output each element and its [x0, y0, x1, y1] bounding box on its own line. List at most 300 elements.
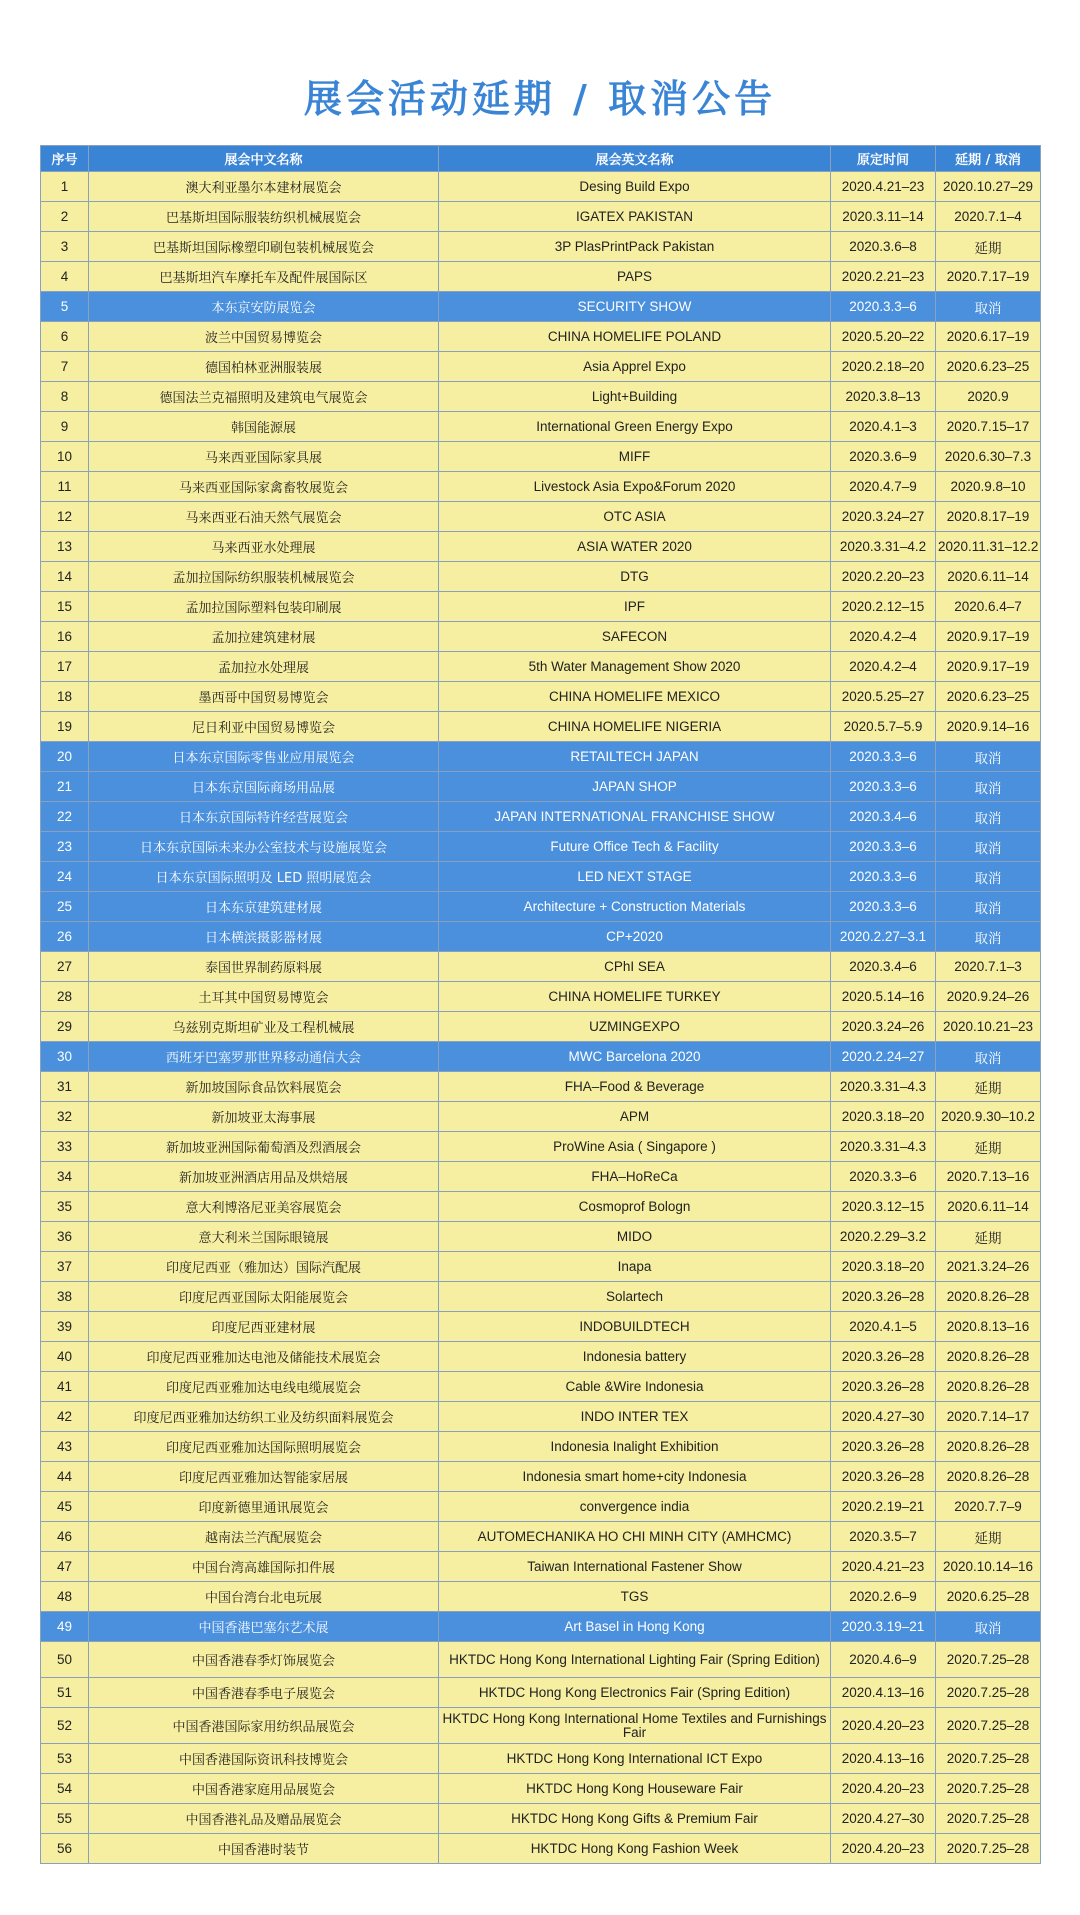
cell-index: 27 — [41, 952, 89, 982]
header-index: 序号 — [41, 146, 89, 172]
cell-status: 2020.8.13–16 — [936, 1312, 1041, 1342]
cell-cn-name: 意大利米兰国际眼镜展 — [89, 1222, 439, 1252]
cell-original-date: 2020.3.24–27 — [831, 502, 936, 532]
table-row — [41, 1132, 1041, 1162]
cell-en-name: ASIA WATER 2020 — [439, 532, 831, 562]
cell-status: 取消 — [936, 292, 1041, 322]
cell-en-name: Desing Build Expo — [439, 172, 831, 202]
cell-index: 23 — [41, 832, 89, 862]
cell-index: 53 — [41, 1744, 89, 1774]
cell-cn-name: 澳大利亚墨尔本建材展览会 — [89, 172, 439, 202]
cell-index: 38 — [41, 1282, 89, 1312]
cell-status: 延期 — [936, 1132, 1041, 1162]
cell-cn-name: 印度尼西亚雅加达电池及储能技术展览会 — [89, 1342, 439, 1372]
cell-status: 2020.7.7–9 — [936, 1492, 1041, 1522]
table-row — [41, 292, 1041, 322]
cell-en-name: HKTDC Hong Kong Gifts & Premium Fair — [439, 1804, 831, 1834]
cell-en-name: HKTDC Hong Kong International Home Textiles and Furnishings Fair — [439, 1708, 831, 1744]
cell-en-name: HKTDC Hong Kong Houseware Fair — [439, 1774, 831, 1804]
cell-status: 2020.6.30–7.3 — [936, 442, 1041, 472]
cell-cn-name: 孟加拉国际纺织服装机械展览会 — [89, 562, 439, 592]
cell-status: 取消 — [936, 742, 1041, 772]
cell-status: 2020.11.31–12.2 — [936, 532, 1041, 562]
cell-index: 42 — [41, 1402, 89, 1432]
table-header-row — [41, 146, 1041, 172]
table-row — [41, 982, 1041, 1012]
cell-index: 24 — [41, 862, 89, 892]
cell-cn-name: 新加坡国际食品饮料展览会 — [89, 1072, 439, 1102]
cell-original-date: 2020.4.1–3 — [831, 412, 936, 442]
cell-original-date: 2020.4.13–16 — [831, 1678, 936, 1708]
cell-status: 2020.7.25–28 — [936, 1708, 1041, 1744]
cell-index: 1 — [41, 172, 89, 202]
cell-index: 54 — [41, 1774, 89, 1804]
cell-status: 2020.10.21–23 — [936, 1012, 1041, 1042]
cell-index: 5 — [41, 292, 89, 322]
table-row — [41, 1252, 1041, 1282]
cell-cn-name: 马来西亚水处理展 — [89, 532, 439, 562]
table-row — [41, 922, 1041, 952]
cell-cn-name: 日本东京国际照明及 LED 照明展览会 — [89, 862, 439, 892]
table-row — [41, 1192, 1041, 1222]
cell-status: 2020.7.14–17 — [936, 1402, 1041, 1432]
cell-index: 40 — [41, 1342, 89, 1372]
table-row — [41, 1432, 1041, 1462]
cell-original-date: 2020.4.13–16 — [831, 1744, 936, 1774]
cell-cn-name: 日本东京国际未来办公室技术与设施展览会 — [89, 832, 439, 862]
cell-en-name: Taiwan International Fastener Show — [439, 1552, 831, 1582]
cell-original-date: 2020.2.12–15 — [831, 592, 936, 622]
table-row — [41, 952, 1041, 982]
cell-cn-name: 土耳其中国贸易博览会 — [89, 982, 439, 1012]
cell-status: 取消 — [936, 892, 1041, 922]
table-row — [41, 1462, 1041, 1492]
cell-cn-name: 印度尼西亚（雅加达）国际汽配展 — [89, 1252, 439, 1282]
cell-cn-name: 新加坡亚洲国际葡萄酒及烈酒展会 — [89, 1132, 439, 1162]
cell-status: 2020.9.30–10.2 — [936, 1102, 1041, 1132]
cell-cn-name: 孟加拉水处理展 — [89, 652, 439, 682]
cell-cn-name: 尼日利亚中国贸易博览会 — [89, 712, 439, 742]
cell-en-name: HKTDC Hong Kong Electronics Fair (Spring Edition) — [439, 1678, 831, 1708]
table-row — [41, 412, 1041, 442]
cell-original-date: 2020.5.20–22 — [831, 322, 936, 352]
cell-en-name: FHA–HoReCa — [439, 1162, 831, 1192]
cell-status: 2020.6.23–25 — [936, 682, 1041, 712]
table-row — [41, 892, 1041, 922]
table-row — [41, 562, 1041, 592]
cell-en-name: 5th Water Management Show 2020 — [439, 652, 831, 682]
cell-index: 11 — [41, 472, 89, 502]
cell-cn-name: 墨西哥中国贸易博览会 — [89, 682, 439, 712]
cell-index: 3 — [41, 232, 89, 262]
table-row — [41, 1342, 1041, 1372]
cell-en-name: AUTOMECHANIKA HO CHI MINH CITY (AMHCMC) — [439, 1522, 831, 1552]
cell-cn-name: 中国香港礼品及赠品展览会 — [89, 1804, 439, 1834]
cell-index: 28 — [41, 982, 89, 1012]
table-row — [41, 1552, 1041, 1582]
cell-en-name: IPF — [439, 592, 831, 622]
cell-index: 31 — [41, 1072, 89, 1102]
cell-original-date: 2020.3.6–9 — [831, 442, 936, 472]
table-row — [41, 1804, 1041, 1834]
table-row — [41, 172, 1041, 202]
cell-original-date: 2020.3.5–7 — [831, 1522, 936, 1552]
cell-status: 取消 — [936, 1042, 1041, 1072]
table-row — [41, 1402, 1041, 1432]
cell-cn-name: 印度尼西亚雅加达国际照明展览会 — [89, 1432, 439, 1462]
cell-status: 2020.6.11–14 — [936, 562, 1041, 592]
cell-en-name: CP+2020 — [439, 922, 831, 952]
cell-status: 2020.9.14–16 — [936, 712, 1041, 742]
cell-cn-name: 中国香港家庭用品展览会 — [89, 1774, 439, 1804]
table-row — [41, 352, 1041, 382]
cell-original-date: 2020.3.31–4.2 — [831, 532, 936, 562]
cell-en-name: Asia Apprel Expo — [439, 352, 831, 382]
cell-status: 2020.9 — [936, 382, 1041, 412]
cell-cn-name: 意大利博洛尼亚美容展览会 — [89, 1192, 439, 1222]
cell-en-name: JAPAN INTERNATIONAL FRANCHISE SHOW — [439, 802, 831, 832]
cell-en-name: International Green Energy Expo — [439, 412, 831, 442]
cell-cn-name: 印度尼西亚雅加达智能家居展 — [89, 1462, 439, 1492]
cell-status: 2020.7.17–19 — [936, 262, 1041, 292]
cell-original-date: 2020.4.7–9 — [831, 472, 936, 502]
cell-index: 46 — [41, 1522, 89, 1552]
cell-status: 取消 — [936, 772, 1041, 802]
table-row — [41, 1678, 1041, 1708]
cell-status: 2020.6.11–14 — [936, 1192, 1041, 1222]
cell-status: 2020.7.25–28 — [936, 1678, 1041, 1708]
cell-en-name: Cable &Wire Indonesia — [439, 1372, 831, 1402]
cell-status: 2020.6.4–7 — [936, 592, 1041, 622]
cell-en-name: LED NEXT STAGE — [439, 862, 831, 892]
cell-status: 2020.7.25–28 — [936, 1804, 1041, 1834]
cell-index: 7 — [41, 352, 89, 382]
table-row — [41, 442, 1041, 472]
table-row — [41, 202, 1041, 232]
cell-original-date: 2020.3.6–8 — [831, 232, 936, 262]
cell-cn-name: 中国香港国际家用纺织品展览会 — [89, 1708, 439, 1744]
header-original-date: 原定时间 — [831, 146, 936, 172]
cell-status: 2020.7.15–17 — [936, 412, 1041, 442]
cell-en-name: DTG — [439, 562, 831, 592]
cell-status: 延期 — [936, 232, 1041, 262]
cell-status: 2020.8.26–28 — [936, 1372, 1041, 1402]
cell-original-date: 2020.3.3–6 — [831, 772, 936, 802]
cell-status: 2020.7.1–3 — [936, 952, 1041, 982]
cell-en-name: RETAILTECH JAPAN — [439, 742, 831, 772]
cell-cn-name: 波兰中国贸易博览会 — [89, 322, 439, 352]
cell-en-name: SECURITY SHOW — [439, 292, 831, 322]
cell-index: 26 — [41, 922, 89, 952]
cell-original-date: 2020.3.8–13 — [831, 382, 936, 412]
cell-status: 取消 — [936, 1612, 1041, 1642]
cell-cn-name: 中国香港时装节 — [89, 1834, 439, 1864]
table-row — [41, 1708, 1041, 1744]
cell-index: 21 — [41, 772, 89, 802]
table-row — [41, 1102, 1041, 1132]
cell-status: 2020.7.13–16 — [936, 1162, 1041, 1192]
table-row — [41, 592, 1041, 622]
cell-status: 2020.9.17–19 — [936, 622, 1041, 652]
table-row — [41, 1642, 1041, 1678]
cell-cn-name: 中国香港巴塞尔艺术展 — [89, 1612, 439, 1642]
cell-original-date: 2020.3.31–4.3 — [831, 1132, 936, 1162]
exhibition-table — [40, 145, 1041, 1864]
cell-index: 48 — [41, 1582, 89, 1612]
cell-status: 延期 — [936, 1072, 1041, 1102]
cell-en-name: Indonesia battery — [439, 1342, 831, 1372]
cell-status: 2020.7.25–28 — [936, 1642, 1041, 1678]
table-row — [41, 1582, 1041, 1612]
table-row — [41, 1744, 1041, 1774]
table-row — [41, 1222, 1041, 1252]
cell-original-date: 2020.3.19–21 — [831, 1612, 936, 1642]
cell-en-name: 3P PlasPrintPack Pakistan — [439, 232, 831, 262]
cell-original-date: 2020.3.11–14 — [831, 202, 936, 232]
cell-en-name: CHINA HOMELIFE NIGERIA — [439, 712, 831, 742]
table-row — [41, 802, 1041, 832]
cell-cn-name: 印度尼西亚雅加达电线电缆展览会 — [89, 1372, 439, 1402]
cell-cn-name: 马来西亚国际家禽畜牧展览会 — [89, 472, 439, 502]
cell-cn-name: 中国香港国际资讯科技博览会 — [89, 1744, 439, 1774]
cell-en-name: Solartech — [439, 1282, 831, 1312]
cell-original-date: 2020.3.26–28 — [831, 1342, 936, 1372]
cell-cn-name: 巴基斯坦汽车摩托车及配件展国际区 — [89, 262, 439, 292]
cell-status: 2020.8.26–28 — [936, 1342, 1041, 1372]
cell-original-date: 2020.3.4–6 — [831, 952, 936, 982]
cell-original-date: 2020.3.3–6 — [831, 742, 936, 772]
cell-status: 2020.9.24–26 — [936, 982, 1041, 1012]
cell-cn-name: 印度尼西亚建材展 — [89, 1312, 439, 1342]
cell-status: 2020.7.1–4 — [936, 202, 1041, 232]
cell-en-name: CPhI SEA — [439, 952, 831, 982]
cell-cn-name: 新加坡亚洲酒店用品及烘焙展 — [89, 1162, 439, 1192]
cell-en-name: Future Office Tech & Facility — [439, 832, 831, 862]
cell-cn-name: 印度尼西亚雅加达纺织工业及纺织面料展览会 — [89, 1402, 439, 1432]
cell-en-name: Indonesia smart home+city Indonesia — [439, 1462, 831, 1492]
cell-cn-name: 新加坡亚太海事展 — [89, 1102, 439, 1132]
cell-original-date: 2020.4.21–23 — [831, 172, 936, 202]
table-row — [41, 1612, 1041, 1642]
cell-cn-name: 孟加拉国际塑料包装印刷展 — [89, 592, 439, 622]
table-row — [41, 622, 1041, 652]
cell-index: 10 — [41, 442, 89, 472]
cell-index: 14 — [41, 562, 89, 592]
table-row — [41, 1372, 1041, 1402]
cell-cn-name: 中国台湾高雄国际扣件展 — [89, 1552, 439, 1582]
cell-index: 17 — [41, 652, 89, 682]
cell-status: 取消 — [936, 862, 1041, 892]
cell-index: 29 — [41, 1012, 89, 1042]
cell-original-date: 2020.2.6–9 — [831, 1582, 936, 1612]
cell-index: 35 — [41, 1192, 89, 1222]
header-status: 延期 / 取消 — [936, 146, 1041, 172]
cell-index: 41 — [41, 1372, 89, 1402]
cell-index: 9 — [41, 412, 89, 442]
cell-cn-name: 中国香港春季电子展览会 — [89, 1678, 439, 1708]
cell-index: 52 — [41, 1708, 89, 1744]
cell-original-date: 2020.2.18–20 — [831, 352, 936, 382]
cell-status: 2020.8.26–28 — [936, 1432, 1041, 1462]
table-row — [41, 682, 1041, 712]
cell-status: 取消 — [936, 802, 1041, 832]
cell-index: 20 — [41, 742, 89, 772]
cell-cn-name: 西班牙巴塞罗那世界移动通信大会 — [89, 1042, 439, 1072]
cell-status: 2020.6.23–25 — [936, 352, 1041, 382]
cell-original-date: 2020.4.27–30 — [831, 1804, 936, 1834]
cell-index: 8 — [41, 382, 89, 412]
cell-en-name: convergence india — [439, 1492, 831, 1522]
cell-en-name: INDO INTER TEX — [439, 1402, 831, 1432]
table-row — [41, 232, 1041, 262]
table-row — [41, 1012, 1041, 1042]
cell-en-name: Livestock Asia Expo&Forum 2020 — [439, 472, 831, 502]
cell-original-date: 2020.3.18–20 — [831, 1252, 936, 1282]
cell-en-name: Cosmoprof Bologn — [439, 1192, 831, 1222]
table-row — [41, 772, 1041, 802]
cell-original-date: 2020.3.3–6 — [831, 1162, 936, 1192]
cell-index: 47 — [41, 1552, 89, 1582]
cell-cn-name: 印度尼西亚国际太阳能展览会 — [89, 1282, 439, 1312]
cell-status: 2020.7.25–28 — [936, 1774, 1041, 1804]
cell-index: 39 — [41, 1312, 89, 1342]
table-row — [41, 382, 1041, 412]
table-row — [41, 502, 1041, 532]
cell-original-date: 2020.3.26–28 — [831, 1432, 936, 1462]
cell-original-date: 2020.2.19–21 — [831, 1492, 936, 1522]
cell-original-date: 2020.5.14–16 — [831, 982, 936, 1012]
cell-cn-name: 中国香港春季灯饰展览会 — [89, 1642, 439, 1678]
cell-en-name: Art Basel in Hong Kong — [439, 1612, 831, 1642]
cell-original-date: 2020.2.24–27 — [831, 1042, 936, 1072]
cell-original-date: 2020.4.6–9 — [831, 1642, 936, 1678]
cell-original-date: 2020.4.27–30 — [831, 1402, 936, 1432]
table-row — [41, 1072, 1041, 1102]
cell-status: 2020.8.26–28 — [936, 1462, 1041, 1492]
cell-index: 32 — [41, 1102, 89, 1132]
cell-cn-name: 孟加拉建筑建材展 — [89, 622, 439, 652]
cell-original-date: 2020.5.25–27 — [831, 682, 936, 712]
cell-en-name: ProWine Asia ( Singapore ) — [439, 1132, 831, 1162]
table-row — [41, 532, 1041, 562]
cell-en-name: JAPAN SHOP — [439, 772, 831, 802]
cell-cn-name: 马来西亚国际家具展 — [89, 442, 439, 472]
cell-en-name: CHINA HOMELIFE POLAND — [439, 322, 831, 352]
cell-status: 2020.7.25–28 — [936, 1744, 1041, 1774]
cell-original-date: 2020.4.1–5 — [831, 1312, 936, 1342]
cell-en-name: IGATEX PAKISTAN — [439, 202, 831, 232]
cell-en-name: PAPS — [439, 262, 831, 292]
page-title: 展会活动延期 / 取消公告 — [303, 77, 777, 121]
cell-original-date: 2020.3.3–6 — [831, 892, 936, 922]
cell-cn-name: 德国法兰克福照明及建筑电气展览会 — [89, 382, 439, 412]
cell-en-name: CHINA HOMELIFE TURKEY — [439, 982, 831, 1012]
cell-status: 2020.6.25–28 — [936, 1582, 1041, 1612]
cell-en-name: HKTDC Hong Kong Fashion Week — [439, 1834, 831, 1864]
cell-en-name: SAFECON — [439, 622, 831, 652]
cell-status: 延期 — [936, 1222, 1041, 1252]
cell-status: 2020.10.27–29 — [936, 172, 1041, 202]
cell-en-name: Architecture + Construction Materials — [439, 892, 831, 922]
cell-cn-name: 印度新德里通讯展览会 — [89, 1492, 439, 1522]
cell-original-date: 2020.3.26–28 — [831, 1462, 936, 1492]
cell-en-name: UZMINGEXPO — [439, 1012, 831, 1042]
table-row — [41, 1522, 1041, 1552]
cell-en-name: HKTDC Hong Kong International Lighting Fair (Spring Edition) — [439, 1642, 831, 1678]
cell-en-name: APM — [439, 1102, 831, 1132]
cell-index: 37 — [41, 1252, 89, 1282]
cell-original-date: 2020.4.2–4 — [831, 652, 936, 682]
cell-en-name: Light+Building — [439, 382, 831, 412]
cell-en-name: Inapa — [439, 1252, 831, 1282]
cell-cn-name: 韩国能源展 — [89, 412, 439, 442]
table-row — [41, 1042, 1041, 1072]
cell-status: 2020.7.25–28 — [936, 1834, 1041, 1864]
cell-index: 19 — [41, 712, 89, 742]
table-row — [41, 1834, 1041, 1864]
cell-index: 4 — [41, 262, 89, 292]
cell-original-date: 2020.3.18–20 — [831, 1102, 936, 1132]
table-row — [41, 322, 1041, 352]
cell-cn-name: 中国台湾台北电玩展 — [89, 1582, 439, 1612]
cell-index: 18 — [41, 682, 89, 712]
header-cn-name: 展会中文名称 — [89, 146, 439, 172]
cell-cn-name: 日本横滨摄影器材展 — [89, 922, 439, 952]
cell-index: 55 — [41, 1804, 89, 1834]
cell-index: 2 — [41, 202, 89, 232]
cell-cn-name: 泰国世界制药原料展 — [89, 952, 439, 982]
cell-cn-name: 本东京安防展览会 — [89, 292, 439, 322]
cell-original-date: 2020.3.24–26 — [831, 1012, 936, 1042]
cell-original-date: 2020.3.12–15 — [831, 1192, 936, 1222]
cell-original-date: 2020.3.31–4.3 — [831, 1072, 936, 1102]
table-row — [41, 652, 1041, 682]
cell-index: 43 — [41, 1432, 89, 1462]
table-row — [41, 1312, 1041, 1342]
cell-status: 取消 — [936, 832, 1041, 862]
cell-status: 2020.6.17–19 — [936, 322, 1041, 352]
cell-original-date: 2020.2.20–23 — [831, 562, 936, 592]
table-row — [41, 1492, 1041, 1522]
cell-status: 2020.9.8–10 — [936, 472, 1041, 502]
table-row — [41, 832, 1041, 862]
cell-cn-name: 德国柏林亚洲服装展 — [89, 352, 439, 382]
cell-index: 45 — [41, 1492, 89, 1522]
cell-index: 36 — [41, 1222, 89, 1252]
cell-index: 33 — [41, 1132, 89, 1162]
cell-cn-name: 巴基斯坦国际橡塑印刷包装机械展览会 — [89, 232, 439, 262]
cell-cn-name: 日本东京建筑建材展 — [89, 892, 439, 922]
cell-status: 2021.3.24–26 — [936, 1252, 1041, 1282]
cell-status: 2020.9.17–19 — [936, 652, 1041, 682]
cell-cn-name: 日本东京国际商场用品展 — [89, 772, 439, 802]
cell-cn-name: 越南法兰汽配展览会 — [89, 1522, 439, 1552]
cell-index: 16 — [41, 622, 89, 652]
cell-original-date: 2020.3.3–6 — [831, 862, 936, 892]
cell-cn-name: 日本东京国际特许经营展览会 — [89, 802, 439, 832]
cell-index: 34 — [41, 1162, 89, 1192]
cell-index: 44 — [41, 1462, 89, 1492]
cell-index: 6 — [41, 322, 89, 352]
cell-status: 2020.8.17–19 — [936, 502, 1041, 532]
cell-original-date: 2020.5.7–5.9 — [831, 712, 936, 742]
cell-cn-name: 巴基斯坦国际服装纺织机械展览会 — [89, 202, 439, 232]
cell-original-date: 2020.4.20–23 — [831, 1774, 936, 1804]
cell-status: 2020.10.14–16 — [936, 1552, 1041, 1582]
cell-status: 2020.8.26–28 — [936, 1282, 1041, 1312]
cell-index: 25 — [41, 892, 89, 922]
table-row — [41, 742, 1041, 772]
